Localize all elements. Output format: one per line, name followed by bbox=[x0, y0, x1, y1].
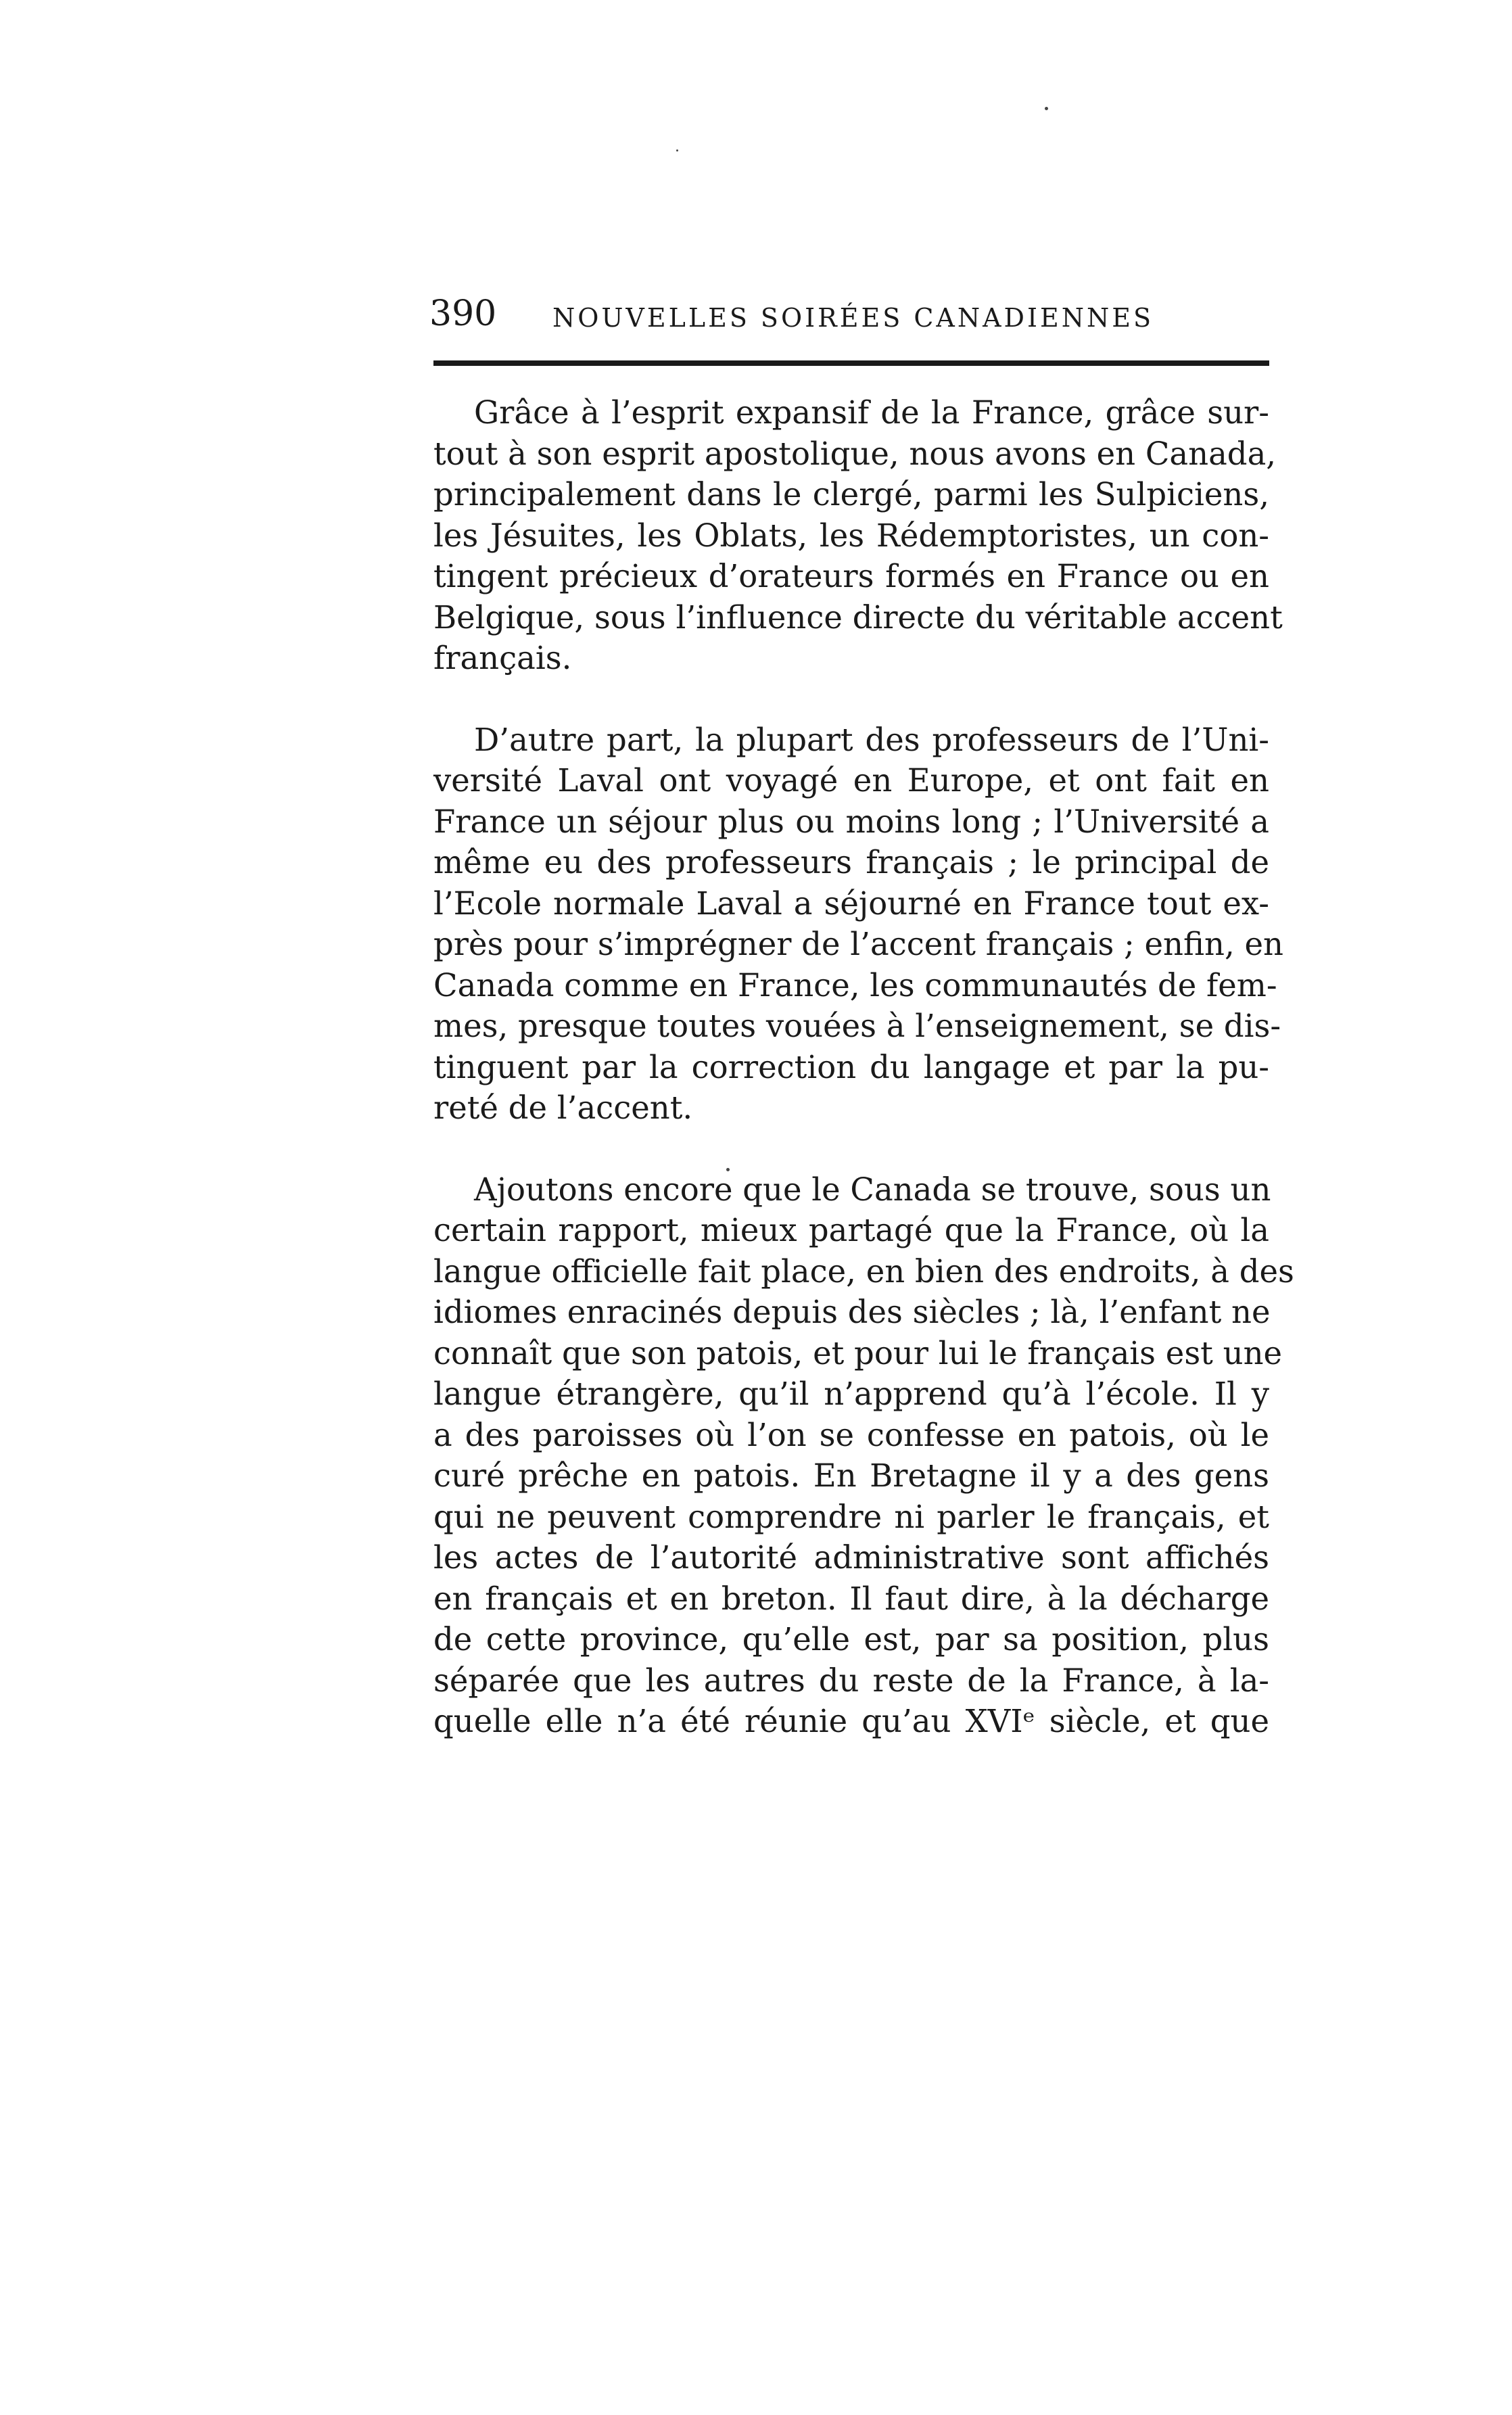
text-line: connaît que son patois, et pour lui le français est une bbox=[433, 1334, 1283, 1371]
text-line: France un séjour plus ou moins long ; l’Université a bbox=[433, 803, 1269, 840]
text-line: idiomes enracinés depuis des siècles ; là, l’enfant ne bbox=[433, 1294, 1271, 1330]
scan-speck bbox=[676, 149, 678, 151]
text-line: près pour s’imprégner de l’accent français ; enfin, en bbox=[433, 926, 1283, 962]
text-line: français. bbox=[433, 640, 572, 676]
text-line: séparée que les autres du reste de la France, à la- bbox=[433, 1662, 1269, 1699]
running-title: NOUVELLES SOIRÉES CANADIENNES bbox=[552, 303, 1154, 333]
page-number: 390 bbox=[429, 294, 497, 334]
text-line: tingent précieux d’orateurs formés en France ou en bbox=[433, 558, 1269, 594]
paragraph-2 bbox=[433, 720, 1283, 1129]
text-line: mes, presque toutes vouées à l’enseignement, se dis- bbox=[433, 1008, 1281, 1044]
page-header bbox=[429, 287, 1269, 341]
text-line: même eu des professeurs français ; le principal de bbox=[433, 844, 1269, 881]
text-line: versité Laval ont voyagé en Europe, et ont fait en bbox=[433, 762, 1269, 799]
text-line: de cette province, qu’elle est, par sa position, plus bbox=[433, 1621, 1269, 1658]
paragraph-1 bbox=[433, 392, 1283, 679]
text-line: D’autre part, la plupart des professeurs de l’Uni- bbox=[474, 721, 1269, 758]
text-line: tinguent par la correction du langage et par la pu- bbox=[433, 1048, 1269, 1085]
text-line: Belgique, sous l’influence directe du véritable accent bbox=[433, 599, 1283, 636]
text-line: les Jésuites, les Oblats, les Rédemptoristes, un con- bbox=[433, 517, 1269, 554]
text-line: certain rapport, mieux partagé que la France, où la bbox=[433, 1212, 1269, 1248]
text-line: a des paroisses où l’on se confesse en patois, où le bbox=[433, 1416, 1269, 1453]
header-rule bbox=[433, 360, 1269, 366]
text-line: les actes de l’autorité administrative sont affichés bbox=[433, 1539, 1269, 1576]
text-line: l’Ecole normale Laval a séjourné en France tout ex- bbox=[433, 885, 1269, 922]
text-line: tout à son esprit apostolique, nous avons en Canada, bbox=[433, 435, 1277, 472]
text-line: qui ne peuvent comprendre ni parler le français, et bbox=[433, 1498, 1269, 1535]
text-line: langue officielle fait place, en bien des endroits, à des bbox=[433, 1252, 1294, 1290]
scan-speck bbox=[1045, 107, 1048, 110]
text-line: Ajoutons encore que le Canada se trouve, sous un bbox=[474, 1171, 1271, 1208]
text-line: langue étrangère, qu’il n’apprend qu’à l’école. Il y bbox=[433, 1376, 1269, 1412]
body-text bbox=[433, 392, 1294, 1742]
paragraph-3 bbox=[433, 1169, 1294, 1742]
text-line: reté de l’accent. bbox=[433, 1089, 693, 1126]
scan-speck bbox=[726, 1168, 730, 1171]
text-line: Grâce à l’esprit expansif de la France, grâce sur- bbox=[474, 394, 1269, 431]
text-line: curé prêche en patois. En Bretagne il y a des gens bbox=[433, 1457, 1269, 1494]
text-line: principalement dans le clergé, parmi les Sulpiciens, bbox=[433, 476, 1269, 513]
text-line: en français et en breton. Il faut dire, à la décharge bbox=[433, 1580, 1269, 1617]
text-line: Canada comme en France, les communautés de fem- bbox=[433, 966, 1277, 1004]
text-line: quelle elle n’a été réunie qu’au XVIᵉ siècle, et que bbox=[433, 1703, 1269, 1739]
